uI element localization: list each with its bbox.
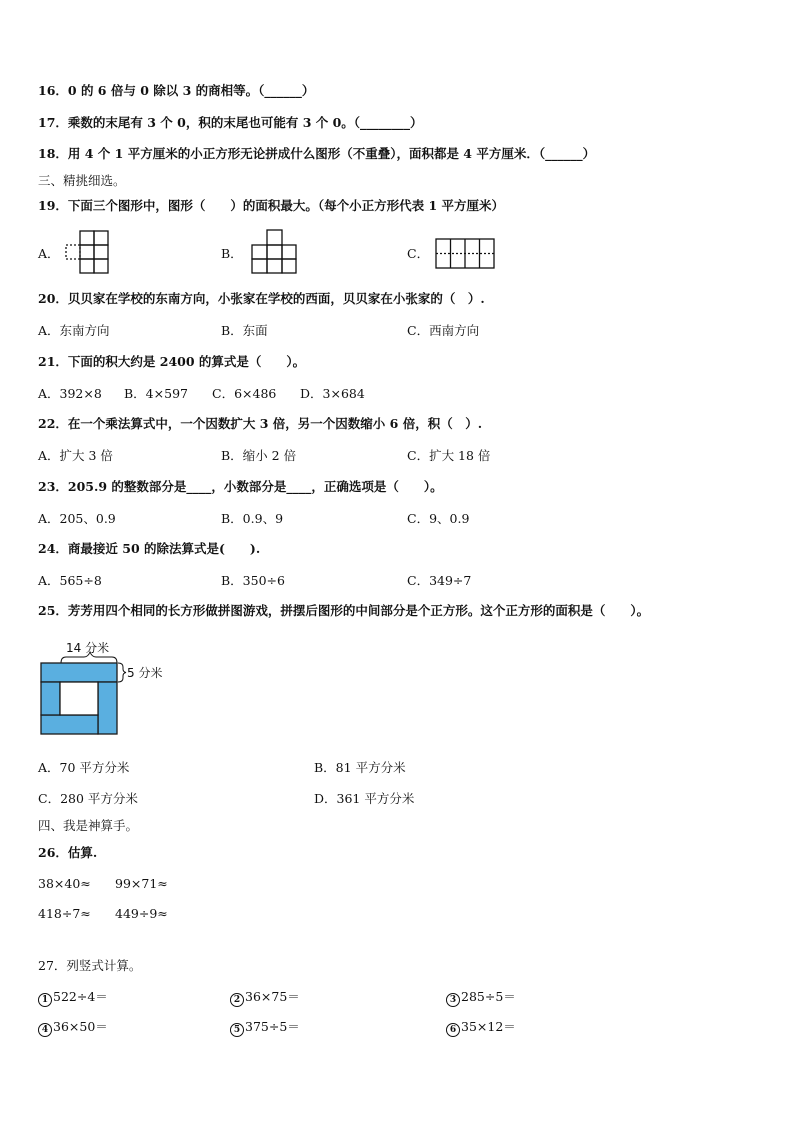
- question-number: 19．: [38, 198, 68, 213]
- question-text: 下面的积大约是 2400 的算式是（ ）。: [67, 354, 306, 369]
- question-number: 18．: [38, 146, 68, 161]
- side-dimension-label: 5 分米: [127, 666, 163, 680]
- question-16: [38, 83, 314, 99]
- question-number: 17．: [38, 115, 68, 130]
- option-c: C．349÷7: [407, 573, 472, 588]
- question-text: 0 的 6 倍与 0 除以 3 的商相等。（______）: [67, 83, 315, 98]
- estimate-item: 418÷7≈: [38, 906, 91, 921]
- option-c: C．280 平方分米: [38, 791, 138, 806]
- figure-c: [435, 238, 497, 270]
- calc-expression: 36×50＝: [53, 1019, 108, 1034]
- option-a: A．205、0.9: [38, 511, 116, 526]
- circled-number-marker: 6: [446, 1023, 460, 1037]
- side-brace: [118, 663, 126, 682]
- question-text: 乘数的末尾有 3 个 0，积的末尾也可能有 3 个 0。（________）: [67, 115, 423, 130]
- top-dimension-label: 14 分米: [66, 641, 110, 655]
- question-20: [38, 291, 485, 307]
- calc-expression: 285÷5＝: [461, 989, 516, 1004]
- option-c-label: C．: [407, 246, 430, 261]
- question-text: 芳芳用四个相同的长方形做拼图游戏，拼摆后图形的中间部分是个正方形。这个正方形的面积是（ ）。: [67, 603, 650, 618]
- rect-top: [41, 663, 117, 682]
- circled-number-marker: 2: [230, 993, 244, 1007]
- circled-number-marker: 5: [230, 1023, 244, 1037]
- estimate-item: 99×71≈: [115, 876, 168, 891]
- section-heading-3: 三、精挑细选。: [38, 173, 126, 188]
- question-24: [38, 541, 260, 557]
- option-a: A．70 平方分米: [38, 760, 130, 775]
- question-26: [38, 845, 97, 861]
- question-text: 估算.: [67, 845, 98, 860]
- circled-number-marker: 1: [38, 993, 52, 1007]
- question-25: [38, 603, 649, 619]
- rect-left: [41, 682, 60, 715]
- question-number: 25．: [38, 603, 68, 618]
- calc-item: [38, 1019, 108, 1037]
- option-d: D．361 平方分米: [314, 791, 415, 806]
- question-23: [38, 479, 443, 495]
- calc-item: [230, 1019, 300, 1037]
- figure-b: [252, 229, 298, 275]
- question-number: 22．: [38, 416, 68, 431]
- question-17: [38, 115, 423, 131]
- question-number: 27．: [38, 958, 67, 973]
- circled-number-marker: 4: [38, 1023, 52, 1037]
- calc-expression: 375÷5＝: [245, 1019, 300, 1034]
- calc-expression: 522÷4＝: [53, 989, 108, 1004]
- option-b-label: B．: [221, 246, 243, 261]
- center-square: [60, 682, 98, 715]
- option-b: B．350÷6: [221, 573, 285, 588]
- question-text: 用 4 个 1 平方厘米的小正方形无论拼成什么图形（不重叠），面积都是 4 平方厘米．（______）: [67, 146, 596, 161]
- question-text: 下面三个图形中，图形（ ）的面积最大。（每个小正方形代表 1 平方厘米）: [67, 198, 505, 213]
- calc-expression: 35×12＝: [461, 1019, 516, 1034]
- figure-a: [66, 230, 110, 274]
- option-a: A．东南方向: [38, 323, 110, 338]
- rect-bottom: [41, 715, 98, 734]
- calc-item: [230, 989, 300, 1007]
- question-number: 23．: [38, 479, 68, 494]
- calc-item: [446, 989, 516, 1007]
- option-a: A．565÷8: [38, 573, 102, 588]
- option-a-label: A．: [38, 246, 60, 261]
- estimate-item: 38×40≈: [38, 876, 91, 891]
- estimate-item: 449÷9≈: [115, 906, 168, 921]
- calc-expression: 36×75＝: [245, 989, 300, 1004]
- question-number: 26．: [38, 845, 68, 860]
- option-c: C．9、0.9: [407, 511, 470, 526]
- question-text: 商最接近 50 的除法算式是( ).: [67, 541, 261, 556]
- question-19: [38, 198, 504, 214]
- calc-item: [38, 989, 108, 1007]
- circled-number-marker: 3: [446, 993, 460, 1007]
- pinwheel-figure: [36, 636, 166, 746]
- rect-right: [98, 682, 117, 734]
- option-b: B．东面: [221, 323, 268, 338]
- option-c: C．扩大 18 倍: [407, 448, 491, 463]
- question-21: [38, 354, 305, 370]
- question-number: 21．: [38, 354, 68, 369]
- question-text: 列竖式计算。: [66, 958, 142, 973]
- question-text: 贝贝家在学校的东南方向，小张家在学校的西面，贝贝家在小张家的（ ）.: [67, 291, 485, 306]
- question-number: 24．: [38, 541, 68, 556]
- option-b: B．4×597: [124, 386, 188, 401]
- question-18: [38, 146, 595, 162]
- option-b: B．0.9、9: [221, 511, 284, 526]
- question-27: [38, 958, 141, 974]
- option-b: B．缩小 2 倍: [221, 448, 297, 463]
- question-number: 20．: [38, 291, 68, 306]
- option-a: A．392×8: [38, 386, 102, 401]
- option-d: D．3×684: [300, 386, 365, 401]
- question-text: 205.9 的整数部分是____，小数部分是____，正确选项是（ ）。: [67, 479, 443, 494]
- option-c: C．6×486: [212, 386, 277, 401]
- question-22: [38, 416, 482, 432]
- question-text: 在一个乘法算式中，一个因数扩大 3 倍，另一个因数缩小 6 倍，积（ ）.: [67, 416, 483, 431]
- section-heading-4: 四、我是神算手。: [38, 818, 139, 833]
- option-b: B．81 平方分米: [314, 760, 406, 775]
- option-a: A．扩大 3 倍: [38, 448, 113, 463]
- question-number: 16．: [38, 83, 68, 98]
- calc-item: [446, 1019, 516, 1037]
- option-c: C．西南方向: [407, 323, 480, 338]
